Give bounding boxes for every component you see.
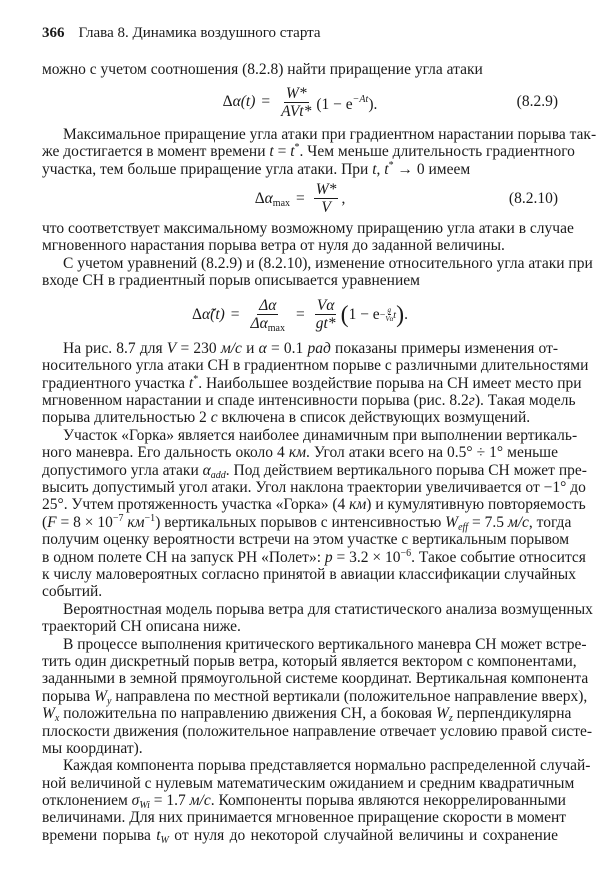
text-line: [42, 219, 574, 237]
text-run: порыва длительностью 2: [42, 409, 211, 427]
math-run: Wi: [139, 800, 150, 812]
eq-lhs: $\Delta\alpha_{max}$: [254, 189, 291, 209]
math-run: α: [202, 461, 211, 479]
eq-term: (1 − e: [316, 95, 353, 113]
text-line: [42, 670, 589, 688]
text-line: [42, 142, 575, 161]
text-line: [42, 722, 593, 740]
text-run: . Под действием вертикального порыва СН может пре-: [225, 461, 587, 479]
paragraph-group: [42, 125, 597, 178]
math-run: с: [210, 409, 218, 427]
equals: =: [230, 305, 240, 323]
equals: =: [296, 305, 305, 323]
text-run: Максимальное приращение угла атаки при градиентном нарастании порыва так-: [63, 125, 597, 143]
text-run: плоскости движения (положительное направление отвечает условию правой систе-: [42, 722, 593, 740]
text-line: [42, 426, 578, 444]
text-run: мгновенного нарастания порыва ветра от нуля до заданной величины.: [42, 237, 505, 255]
math-run: t: [188, 374, 194, 392]
text-run: что соответствует максимальному возможному приращению угла атаки в случае: [42, 219, 574, 237]
text-run: положительна по направлению движения СН, а боковая: [59, 705, 436, 723]
equation-8-2-10: [42, 178, 558, 220]
eq-end: ).: [368, 95, 378, 113]
text-run: ) и кумулятивную повторяемость: [366, 496, 586, 514]
text-line: [42, 254, 593, 272]
text-run: отклонением: [42, 792, 132, 810]
text-run: участка, тем больше приращение угла атаки. При: [42, 160, 373, 178]
text-line: [42, 547, 586, 566]
body-text: [42, 61, 597, 846]
math-run: y: [107, 695, 112, 707]
text-run: ной величиной с нулевым математическим ожиданием и средним квадратичным: [42, 774, 575, 792]
text-run: высить допустимый угол атаки. Угол наклона траектории увеличивается от −1° до: [42, 479, 586, 497]
math-run: x: [54, 713, 60, 725]
text-run: = 7.5: [468, 513, 508, 531]
text-run: к числу маловероятных согласно принятой в авиации классификации случайных: [42, 565, 576, 583]
text-line: [42, 652, 577, 670]
text-run: Вероятностная модель порыва ветра для статистического анализа возмущенных: [63, 600, 593, 618]
math-run: г: [468, 392, 475, 410]
text-run: порыва: [42, 687, 95, 705]
math-run: F: [47, 513, 57, 531]
math-run: W: [94, 687, 107, 705]
chapter-title: Глава 8. Динамика воздушного старта: [78, 25, 321, 41]
fraction: $\frac{W*}{\text{AVt*}}$: [281, 84, 312, 120]
text-run: . Угол атаки всего на 0.5° ÷ 1° меньше: [305, 444, 559, 462]
math-run: −1: [144, 512, 156, 524]
text-line: [42, 827, 558, 844]
text-line: [42, 444, 558, 461]
text-run: получим оценку вероятности встречи на этом участке с вертикальным порывом: [42, 531, 570, 549]
eq-end: .: [404, 305, 408, 323]
math-run: α: [258, 339, 267, 357]
text-line: [42, 409, 558, 426]
math-run: add: [210, 469, 226, 481]
math-run: V: [166, 339, 177, 357]
text-run: перпендикулярна: [452, 705, 572, 723]
text-run: носительного угла атаки СН в градиентном порыве с различными длительностями: [42, 357, 589, 375]
text-run: На рис. 8.7 для: [63, 339, 167, 357]
text-run: ). Такая модель: [474, 392, 576, 410]
text-run: включена в список действующих возмущений.: [217, 409, 531, 427]
eq-lhs: Δα(t): [222, 93, 256, 111]
math-run: км: [349, 496, 367, 514]
math-run: рад: [307, 339, 331, 357]
math-run: −6: [400, 547, 412, 559]
fraction: $\frac{W*}{V}$: [315, 181, 337, 217]
text-run: времени порыва: [42, 826, 157, 844]
text-line: [42, 496, 586, 514]
math-run: *: [388, 159, 394, 171]
fraction: $\frac{\Delta\alpha}{\Delta\alpha_{max}}$: [250, 297, 285, 335]
text-line: [42, 357, 589, 375]
text-run: =: [273, 143, 291, 161]
text-line: [42, 340, 558, 357]
text-run: заданными в земной прямоугольной системе координат. Вертикальная компонента: [42, 670, 589, 688]
math-run: *: [193, 373, 199, 385]
math-run: z: [448, 713, 453, 725]
eq-end: ,: [341, 189, 346, 207]
text-line: [42, 583, 558, 600]
math-run: t: [156, 826, 161, 844]
text-line: [42, 272, 558, 289]
text-line: [42, 565, 576, 583]
text-line: [42, 461, 587, 481]
math-run: t: [290, 143, 295, 161]
eq-term: 1 − e: [348, 305, 380, 323]
text-run: величинами. Для них принимается мгновенное приращение скорости в момент: [42, 809, 567, 827]
math-run: км: [288, 444, 306, 462]
text-run: мгновенном нарастании и спаде интенсивности порыва (рис. 8.2: [42, 392, 469, 410]
text-line: [42, 618, 558, 635]
math-run: t: [269, 143, 274, 161]
text-line: [42, 792, 566, 812]
text-run: . Такое событие относится: [411, 548, 586, 566]
text-run: = 3.2 × 10: [332, 548, 401, 566]
text-line: [42, 531, 570, 549]
text-run: мы координат).: [42, 739, 143, 757]
text-run: градиентного участка: [42, 374, 189, 392]
text-run: Участок «Горка» является наиболее динамичным при выполнении вертикаль-: [63, 426, 578, 444]
running-header: [42, 24, 321, 42]
text-run: и: [241, 339, 259, 357]
text-run: 25°. Учтем протяженность участка «Горка» (4: [42, 496, 350, 514]
text-line: [42, 61, 558, 78]
text-run: (: [42, 513, 48, 531]
text-run: же достигается в момент времени: [42, 143, 270, 161]
text-run: ) вертикальных порывов с интенсивностью: [155, 513, 446, 531]
math-run: м/с: [220, 339, 242, 357]
text-run: в одном полете СН на запуск РН «Полет»:: [42, 548, 325, 566]
equation-8-2-9: [42, 78, 558, 126]
text-run: направлена по местной вертикали (положительное направление вверх),: [111, 687, 588, 705]
text-line: [42, 757, 591, 775]
text-run: = 230: [176, 339, 221, 357]
text-run: входе СН в градиентный порыв описывается уравнением: [42, 271, 420, 289]
eq-exponential-term: [316, 90, 377, 115]
text-line: [42, 705, 572, 725]
math-run: км: [127, 513, 145, 531]
text-run: С учетом уравнений (8.2.9) и (8.2.10), изменение относительного угла атаки при: [63, 254, 593, 272]
text-run: = 0.1: [266, 339, 308, 357]
text-line: [42, 392, 576, 410]
text-run: ,: [376, 160, 385, 178]
text-line: [42, 479, 586, 497]
equals: =: [296, 189, 305, 207]
text-line: [42, 600, 593, 618]
text-run: можно с учетом соотношения (8.2.8) найти приращение угла атаки: [42, 61, 483, 78]
text-run: показаны примеры изменения от-: [330, 339, 559, 357]
text-run: → 0 имеем: [393, 160, 471, 178]
text-run: Каждая компонента порыва представляется нормально распределенной случай-: [63, 757, 591, 775]
paragraph-group: [42, 61, 558, 78]
math-run: *: [294, 142, 300, 154]
equation-relative-angle: Δα̃(t) = $\frac{\Delta\alpha}{\Delta\alpha_{max}}$ = $\frac{V\alpha}{gt*}$ ( 1 − e − $\frac{g}{V\alpha}$ t ) .: [192, 297, 408, 335]
text-run: = 8 × 10: [56, 513, 113, 531]
math-run: p: [324, 548, 333, 566]
equation-number: (8.2.10): [508, 189, 558, 207]
text-run: тить один дискретный порыв ветра, который является вектором с компонентами,: [42, 652, 577, 670]
text-run: от нуля до некоторой случайной величины и сохранение: [168, 826, 559, 844]
math-run: t: [384, 160, 389, 178]
text-line: [42, 373, 582, 392]
text-line: [42, 161, 558, 178]
math-run: σ: [131, 792, 140, 810]
text-line: [42, 237, 558, 254]
text-run: допустимого угла атаки: [42, 461, 203, 479]
text-run: . Наибольшее воздействие порыва на СН имеет место при: [198, 374, 582, 392]
text-line: [42, 774, 575, 792]
eq-exponent: −At: [352, 93, 369, 105]
math-run: eff: [458, 521, 469, 533]
text-line: [42, 809, 567, 827]
text-run: событий.: [42, 583, 103, 601]
page-number: 366: [42, 25, 65, 41]
math-run: W: [160, 834, 169, 846]
text-run: траекторий СН описана ниже.: [42, 618, 241, 636]
math-run: t: [372, 160, 377, 178]
text-line: [42, 635, 587, 653]
equals: =: [261, 93, 271, 111]
fraction: $\frac{V\alpha}{gt*}$: [315, 297, 336, 333]
text-run: В процессе выполнения критического вертикального маневра СН может встре-: [63, 635, 587, 653]
text-line: [42, 687, 588, 707]
text-run: = 1.7: [149, 792, 190, 810]
math-run: −7: [112, 512, 124, 524]
text-run: . Чем меньше длительность градиентного: [299, 143, 575, 161]
eq-lhs: Δα̃(t): [192, 305, 225, 323]
text-line: [42, 125, 597, 143]
text-line: [42, 740, 558, 757]
math-run: W: [42, 705, 55, 723]
paragraph-group: [42, 219, 593, 290]
text-run: , тогда: [528, 513, 572, 531]
text-line: [42, 512, 572, 533]
math-run: W: [435, 705, 449, 723]
math-run: м/с: [189, 792, 211, 810]
text-run: ного маневра. Его дальность около 4: [42, 444, 289, 462]
equation-number: (8.2.9): [516, 93, 558, 111]
math-run: м/с: [507, 513, 529, 531]
eq-exponent: − $\frac{g}{V\alpha}$ t: [379, 306, 397, 324]
math-run: W: [445, 513, 459, 531]
text-run: . Компоненты порыва являются некоррелированными: [210, 792, 566, 810]
paragraph-group: [42, 339, 593, 846]
